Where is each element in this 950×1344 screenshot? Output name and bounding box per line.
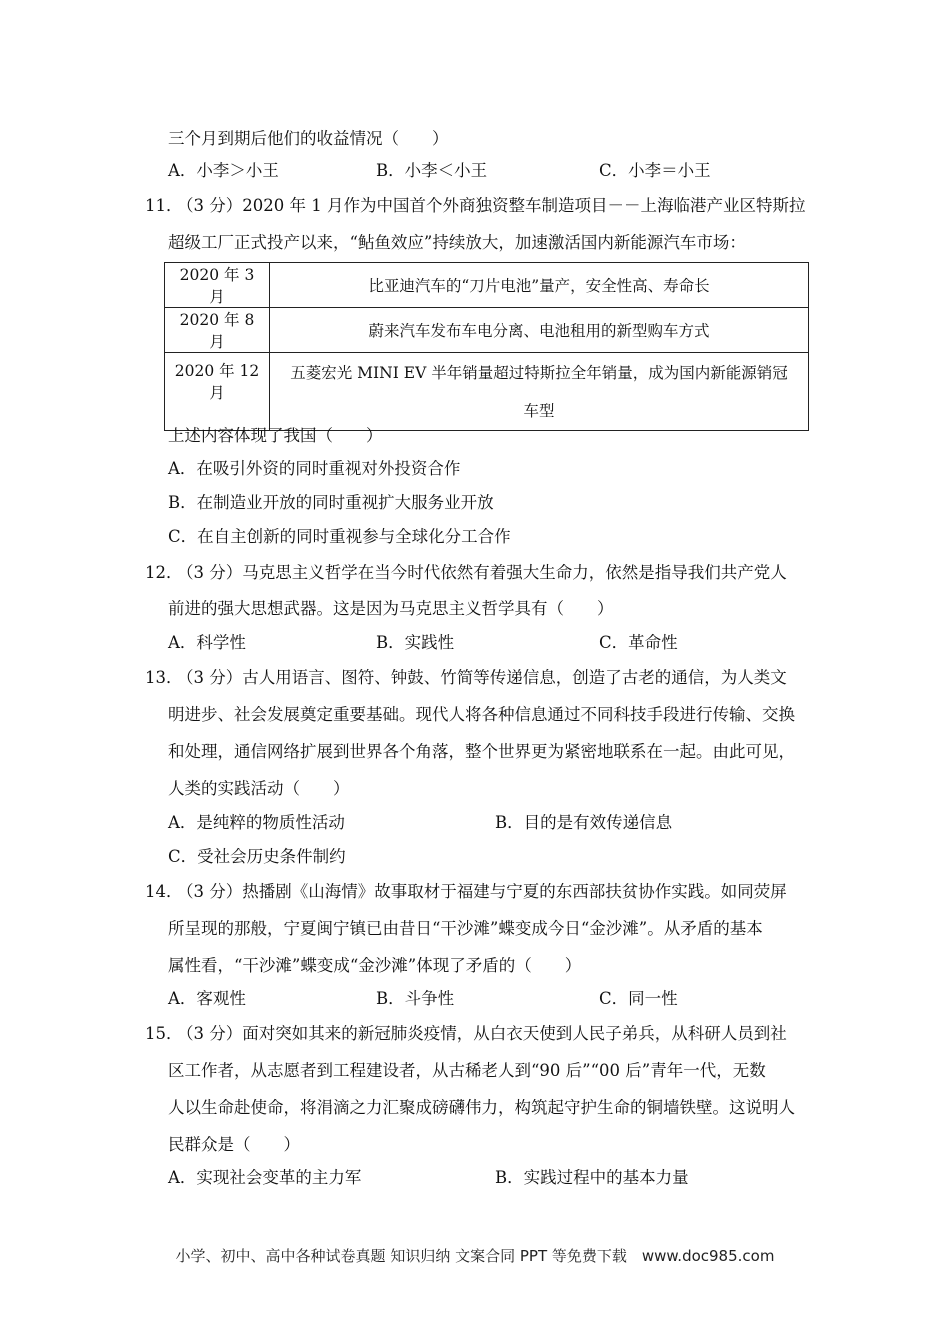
- q11-number: 11．: [145, 196, 183, 215]
- q11-table-date: 2020 年 12 月: [165, 353, 270, 431]
- q14-line-2: 所呈现的那般，宁夏闽宁镇已由昔日“干沙滩”蝶变成今日“金沙滩”。从矛盾的基本: [168, 919, 763, 938]
- q11-option-b: B．在制造业开放的同时重视扩大服务业开放: [168, 493, 494, 512]
- q13-line-2: 明进步、社会发展奠定重要基础。现代人将各种信息通过不同科技手段进行传输、交换: [168, 705, 795, 724]
- q12-stem-line-1: （3 分）马克思主义哲学在当今时代依然有着强大生命力，依然是指导我们共产党人: [177, 563, 787, 582]
- q12-option-c: C．革命性: [599, 633, 678, 652]
- page-footer: 小学、初中、高中各种试卷真题 知识归纳 文案合同 PPT 等免费下载 www.doc985.com: [175, 1247, 775, 1265]
- q11-option-c: C．在自主创新的同时重视参与全球化分工合作: [168, 527, 511, 546]
- q13-number: 13．: [145, 668, 183, 687]
- q11-stem-line-2: 超级工厂正式投产以来，“鲇鱼效应”持续放大，加速激活国内新能源汽车市场：: [168, 233, 746, 252]
- q11-table-date: 2020 年 8 月: [165, 308, 270, 353]
- q12-stem-line-2: 前进的强大思想武器。这是因为马克思主义哲学具有（ ）: [168, 599, 614, 618]
- q13-line-4: 人类的实践活动（ ）: [168, 779, 350, 798]
- q13-line-1: （3 分）古人用语言、图符、钟鼓、竹简等传递信息，创造了古老的通信，为人类文: [177, 668, 787, 687]
- q12-number: 12．: [145, 563, 183, 582]
- q11-table-desc-line-2: 车型: [523, 401, 555, 420]
- q14-option-b: B．斗争性: [376, 989, 455, 1008]
- q10-option-c: C．小李＝小王: [599, 161, 711, 180]
- q12-option-a: A．科学性: [168, 633, 246, 652]
- q11-table-desc: [270, 353, 809, 431]
- q13-option-a: A．是纯粹的物质性活动: [168, 813, 345, 832]
- q15-number: 15．: [145, 1024, 183, 1043]
- q15-line-4: 民群众是（ ）: [168, 1135, 300, 1154]
- q14-option-a: A．客观性: [168, 989, 246, 1008]
- q11-table-desc-line-1: 五菱宏光 MINI EV 半年销量超过特斯拉全年销量，成为国内新能源销冠: [290, 363, 788, 382]
- q13-line-3: 和处理，通信网络扩展到世界各个角落，整个世界更为紧密地联系在一起。由此可见，: [168, 742, 795, 761]
- q15-line-3: 人以生命赴使命，将涓滴之力汇聚成磅礴伟力，构筑起守护生命的铜墙铁壁。这说明人: [168, 1098, 795, 1117]
- q11-question: 上述内容体现了我国（ ）: [168, 426, 383, 445]
- q13-option-b: B．目的是有效传递信息: [495, 813, 673, 832]
- q15-option-a: A．实现社会变革的主力军: [168, 1168, 362, 1187]
- q14-number: 14．: [145, 882, 183, 901]
- q10-option-a: A．小李＞小王: [168, 161, 279, 180]
- q15-line-2: 区工作者，从志愿者到工程建设者，从古稀老人到“90 后”“00 后”青年一代，无数: [168, 1061, 766, 1080]
- q14-line-3: 属性看，“干沙滩”蝶变成“金沙滩”体现了矛盾的（ ）: [168, 956, 582, 975]
- q13-option-c: C．受社会历史条件制约: [168, 847, 346, 866]
- q15-option-b: B．实践过程中的基本力量: [495, 1168, 689, 1187]
- q15-line-1: （3 分）面对突如其来的新冠肺炎疫情，从白衣天使到人民子弟兵，从科研人员到社: [177, 1024, 787, 1043]
- q11-table-row: [165, 353, 809, 431]
- q10-option-b: B．小李＜小王: [376, 161, 488, 180]
- q14-option-c: C．同一性: [599, 989, 678, 1008]
- q12-option-b: B．实践性: [376, 633, 455, 652]
- q11-table-row: [165, 308, 809, 353]
- q11-table-desc: 蔚来汽车发布车电分离、电池租用的新型购车方式: [270, 308, 809, 353]
- q11-option-a: A．在吸引外资的同时重视对外投资合作: [168, 459, 461, 478]
- q11-stem-line-1: （3 分）2020 年 1 月作为中国首个外商独资整车制造项目－－上海临港产业区特斯拉: [177, 196, 806, 215]
- q11-table-date: 2020 年 3 月: [165, 263, 270, 308]
- q10-stem: 三个月到期后他们的收益情况（ ）: [168, 129, 449, 148]
- q14-line-1: （3 分）热播剧《山海情》故事取材于福建与宁夏的东西部扶贫协作实践。如同荧屏: [177, 882, 787, 901]
- q11-table-row: [165, 263, 809, 308]
- q11-table-desc: 比亚迪汽车的“刀片电池”量产，安全性高、寿命长: [270, 263, 809, 308]
- q11-table: [164, 262, 809, 431]
